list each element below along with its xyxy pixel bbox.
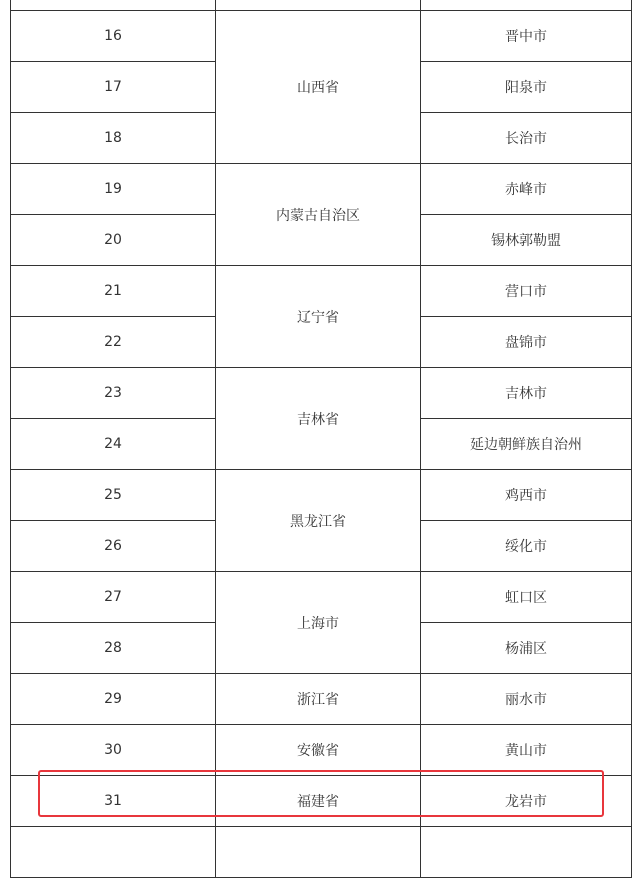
city-cell: 吉林市: [421, 368, 632, 419]
province-cell: 山西省: [216, 11, 421, 164]
city-cell: 锡林郭勒盟: [421, 215, 632, 266]
city-cell: 延边朝鲜族自治州: [421, 419, 632, 470]
table-row: [11, 827, 632, 878]
table-row: [11, 266, 632, 317]
table-row: [11, 11, 632, 62]
province-cell: 辽宁省: [216, 266, 421, 368]
city-cell: 杨浦区: [421, 623, 632, 674]
table-row: [11, 674, 632, 725]
city-cell: 虹口区: [421, 572, 632, 623]
row-number: 18: [11, 113, 216, 164]
province-cell: 安徽省: [216, 725, 421, 776]
row-number: 28: [11, 623, 216, 674]
city-cell: 盘锦市: [421, 317, 632, 368]
province-cell: [216, 0, 421, 11]
table-row: [11, 0, 632, 11]
province-cell: 内蒙古自治区: [216, 164, 421, 266]
city-cell: 龙岩市: [421, 776, 632, 827]
row-number: [11, 0, 216, 11]
row-number: 16: [11, 11, 216, 62]
table-container: [10, 0, 631, 878]
row-number: 23: [11, 368, 216, 419]
row-number: 17: [11, 62, 216, 113]
city-cell: 长治市: [421, 113, 632, 164]
city-cell: 营口市: [421, 266, 632, 317]
city-cell: 晋中市: [421, 11, 632, 62]
city-cell: 鸡西市: [421, 470, 632, 521]
row-number: 20: [11, 215, 216, 266]
province-cell: 浙江省: [216, 674, 421, 725]
row-number: 31: [11, 776, 216, 827]
city-cell: [421, 827, 632, 878]
city-cell: 阳泉市: [421, 62, 632, 113]
row-number: 21: [11, 266, 216, 317]
province-cell: [216, 827, 421, 878]
table-row: [11, 572, 632, 623]
row-number: 24: [11, 419, 216, 470]
province-cell: 上海市: [216, 572, 421, 674]
row-number: 19: [11, 164, 216, 215]
city-cell: 丽水市: [421, 674, 632, 725]
table-row: [11, 368, 632, 419]
row-number: 27: [11, 572, 216, 623]
province-cell: 黑龙江省: [216, 470, 421, 572]
city-cell: 绥化市: [421, 521, 632, 572]
row-number: 29: [11, 674, 216, 725]
row-number: 26: [11, 521, 216, 572]
row-number: [11, 827, 216, 878]
city-cell: [421, 0, 632, 11]
city-cell: 黄山市: [421, 725, 632, 776]
province-cell: 福建省: [216, 776, 421, 827]
table-row: [11, 164, 632, 215]
table-row: [11, 725, 632, 776]
row-number: 22: [11, 317, 216, 368]
row-number: 30: [11, 725, 216, 776]
row-number: 25: [11, 470, 216, 521]
city-table: [10, 0, 632, 878]
city-cell: 赤峰市: [421, 164, 632, 215]
table-row-highlighted: [11, 776, 632, 827]
table-row: [11, 470, 632, 521]
province-cell: 吉林省: [216, 368, 421, 470]
